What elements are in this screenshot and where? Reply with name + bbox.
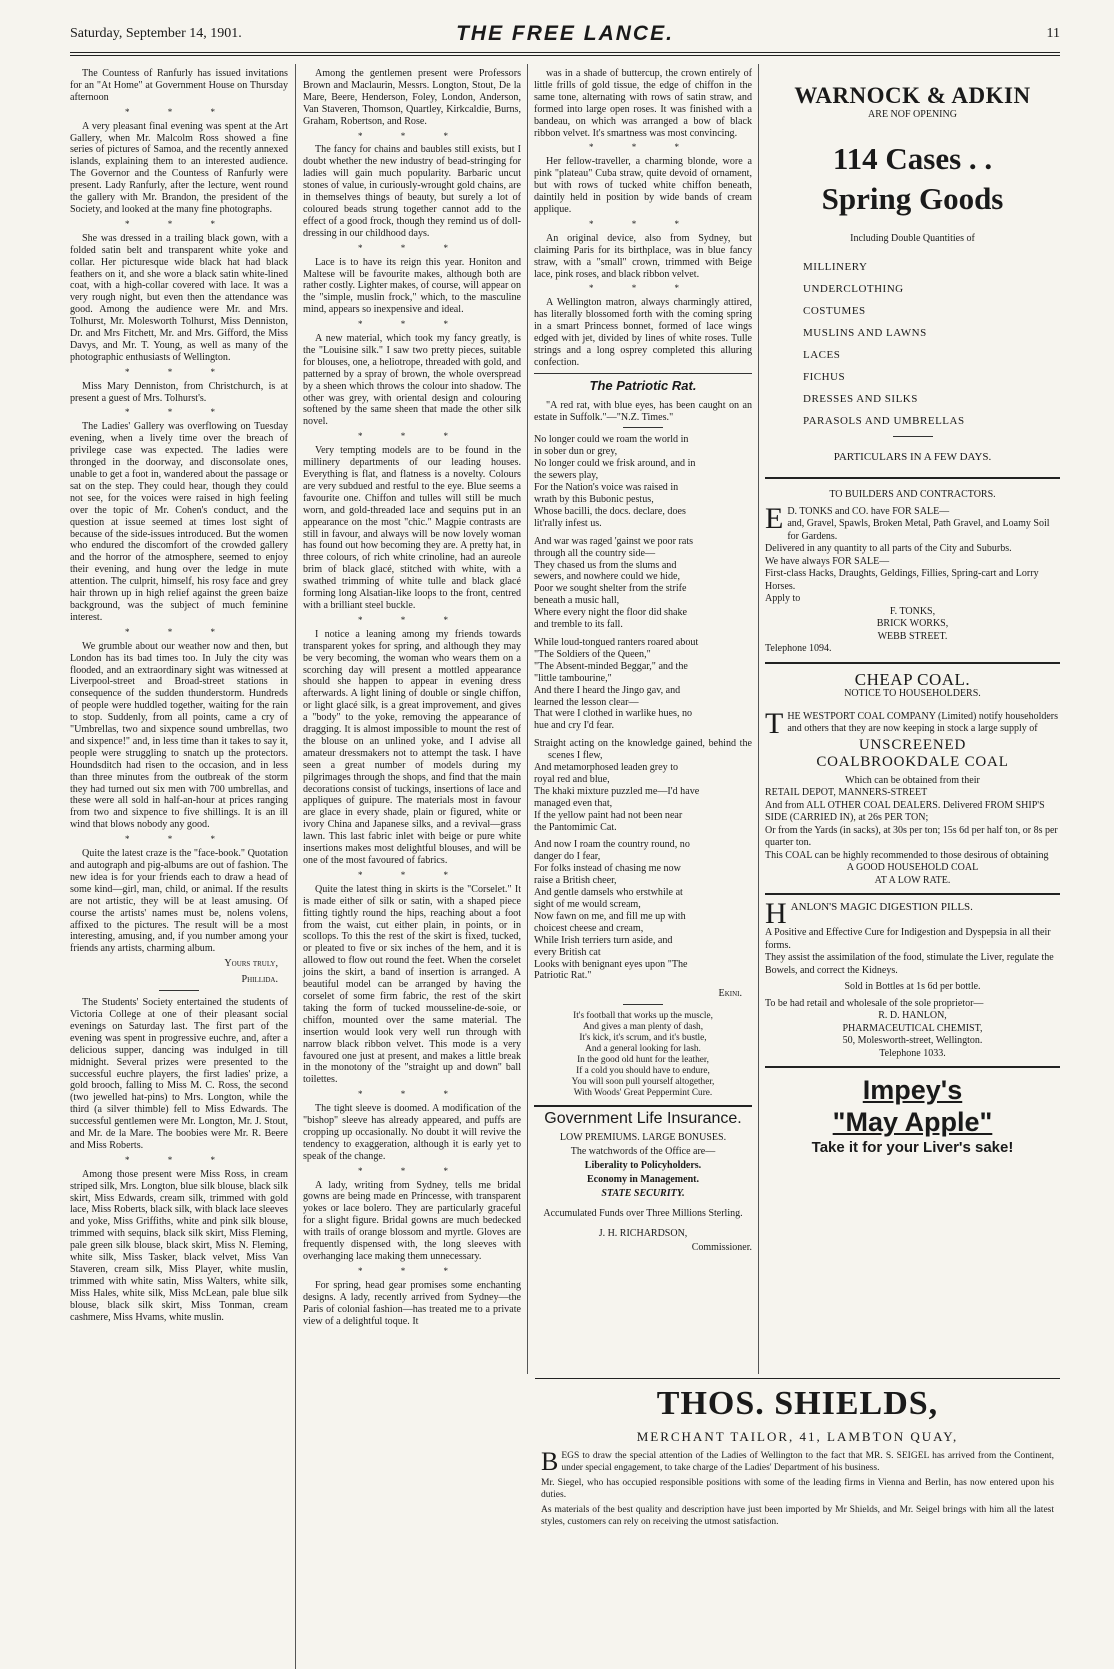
section-rule <box>893 436 933 437</box>
paragraph: Among those present were Miss Ross, in cream striped silk, Mrs. Longton, blue silk blouse, black silk skirt, Miss Edwards, cream silk, trimmed with gold lace, Miss Roberts, black silk, with black lace sleeves and yoke, Miss Griffiths, white and pink silk blouse, trimmed with sequins, black silk skirt, Miss Fleming, pale green silk blouse, black skirt, Miss N. Fleming, white silk, Miss Tasker, black velvet, Miss Van Staveren, cream silk, Miss Player, white muslin, trimmed with white satin, Miss Walters, white silk, Miss Hales, white silk, Miss McLean, pale blue silk blouse, black silk skirt, Miss Tonman, cream cashmere, Miss Hvams, white muslin. <box>70 1168 288 1323</box>
column-divider <box>527 64 528 1374</box>
paragraph: Among the gentlemen present were Professors Brown and Maclaurin, Messrs. Longton, Stout, De la Mare, Beere, Henderson, Foley, London, Anderson, Van Staveren, Thomson, Quartley, Kirkcaldie, Burns, Graham, Robertson, and Rose. <box>303 68 521 127</box>
poem-stanza: While loud-tongued ranters roared about "The Soldiers of the Queen," "The Absent-minded Beggar," and the "little tambourine," And there I heard the Jingo gav, and learned the lesson clear— That were I clothed in warlike hues, no hue and cry I'd fear. <box>534 636 699 732</box>
advertisement-column <box>765 68 1060 1158</box>
page-header <box>70 22 1060 48</box>
header-rule-2 <box>70 55 1060 56</box>
football-verse: It's football that works up the muscle, And gives a man plenty of dash, It's kick, it's scrum, and it's bustle, And a general looking for lash. In the good old hunt for the leather, If a cold you should have to endure, You will soon pull yourself altogether, With Woods' Great Peppermint Cure. <box>571 1011 715 1099</box>
separator-stars: * * * <box>589 283 697 294</box>
separator-stars: * * * <box>358 1165 466 1176</box>
poem-epigraph: "A red rat, with blue eyes, has been caught on an estate in Suffolk."—"N.Z. Times." <box>534 399 752 423</box>
paragraph: A lady, writing from Sydney, tells me bridal gowns are being made en Princesse, with transparent yokes or lace bolero. They are particularly graceful for a slight figure. Bridal gowns are much bedecked with trails of orange blossom and myrtle. Gloves are frequently dispensed with, the long sleeves with overhanging lace making them unnecessary. <box>303 1179 521 1262</box>
list-item: LACES <box>803 348 841 361</box>
tonks-heading: TO BUILDERS AND CONTRACTORS. <box>829 489 996 500</box>
poem-stanza: And now I roam the country round, no danger do I fear, For folks instead of chasing me now raise a British cheer, And gentle damsels who erstwhile at sight of me would scream, Now fawn on me, and fill me up with choicest cheese and cream, While Irish terriers turn aside, and every British cat Looks with benignant eyes upon "The Patriotic Rat." <box>534 839 690 982</box>
ad-rule <box>765 662 1060 664</box>
poem-title: The Patriotic Rat. <box>589 377 697 393</box>
coal-ad: T HE WESTPORT COAL COMPANY (Limited) notify householders and others that they are now keeping in stock a large supply of UNSCREENED COALBROOKDALE COAL Which can be obtained from their RETAIL DEPOT, MANNERS-STREET And from ALL OTHER COAL DEALERS. Delivered FROM SHIP'S SIDE (CARRIED IN), at 26s PER TON; Or from the Yards (in sacks), at 30s per ton; 15s 6d per half ton, or 8s per quarter ton. This COAL can be highly recommended to those desirous of obtaining A GOOD HOUSEHOLD COAL AT A LOW RATE. <box>765 706 1059 886</box>
section-rule <box>623 1004 663 1005</box>
paragraph: The fancy for chains and baubles still exists, but I doubt whether the new industry of bead-stringing for ladies will gain much popularity. Barbaric uncut stones of value, in curiously-wrought gold chains, are in themselves things of beauty, but surely a lot of coloured beads strung together cannot add to the effect of a good frock, though they remind us of doll-dressing in our childhood days. <box>303 144 521 239</box>
column-divider <box>295 64 296 1669</box>
shields-paragraph: Mr. Siegel, who has occupied responsible positions with some of the leading firms in Vienna and Berlin, has now entered upon his duties. <box>541 1478 1054 1500</box>
column-2 <box>303 68 521 1330</box>
column-1 <box>70 68 288 1327</box>
paragraph: For spring, head gear promises some enchanting designs. A lady, recently arrived from Sydney—the Paris of colonial fashion—has treated me to a private view of a delightful toque. It <box>303 1279 521 1327</box>
warnock-sub: ARE NOF OPENING <box>868 108 957 120</box>
ad-rule <box>535 1378 1060 1379</box>
separator-stars: * * * <box>358 242 466 253</box>
separator-stars: * * * <box>358 319 466 330</box>
shields-paragraph: As materials of the best quality and description have just been imported by Mr Shields, and Mr. Seigel brings with him all the latest styles, customers can rely on receiving the utmost satisfaction. <box>541 1505 1054 1527</box>
paragraph: Very tempting models are to be found in the millinery departments of our leading houses. Everything is flat, and flatness is a novelty. Colours are very subdued and restful to the eye. Blue seems a favourite one. Chiffon and tulles will still be much worn, and gold-threaded lace and sequins put in an appearance on the most "chic." Magpie contrasts are still in favour, and always will be now lovely woman has found out how becoming they are. A pretty hat, in three colours, of rich white crinoline, had an aureole brim of black glacé, stitched with white, with a swathed trimming of white tulle and black glacé forming long Alsatian-like loops to the front, centred with a brilliant steel buckle. <box>303 445 521 611</box>
list-item: FICHUS <box>803 370 846 383</box>
warnock-cases: 114 Cases . . <box>832 141 993 176</box>
paragraph: The Students' Society entertained the students of Victoria College at one of their pleasant social evenings on Saturday last. The first part of the evening was spent in progressive euchre, and, after a delicious supper, dancing was indulged in till midnight. Several prizes were presented to the successful euchre players, the first ladies' prize, a gold brooch, falling to Miss M. C. Ross, the second (two jewelled hat-pins) to Mrs. Longton, while the third (a silver thimble) fell to Miss Edwards. The successful gentlemen were Mr. Longton, Mr. J. Stout, and Mr. de la Mare. The boobies were Mr. R. Beere and Miss Roberts. <box>70 997 288 1151</box>
warnock-goods-list <box>803 256 1060 432</box>
column-divider <box>758 64 759 1374</box>
paragraph: Her fellow-traveller, a charming blonde, wore a pink "plateau" Cuba straw, quite devoid of ornament, but with rows of tucked white chiffon beneath, daintily held in position by wide bands of cream applique. <box>534 156 752 215</box>
warnock-adkin-title: WARNOCK & ADKIN <box>794 83 1031 108</box>
paragraph: She was dressed in a trailing black gown, with a folded satin belt and transparent white yoke and collar. Her picturesque wide black hat had black feathers on it, and she wore a black satin white-lined coat, with a high-collar covered with lace. It was a very rough night, but even then the attendance was good. Among the audience were Mr. and Mrs. Tolhurst, Mr. Molesworth Tolhurst, Miss Denniston, Dr. and Mrs Fitchett, Mr. and Mrs. Gifford, the Miss Davys, and Mr. T. Young, as well as many of the photographic enthusiasts of Wellington. <box>70 232 288 363</box>
poem-stanza: No longer could we roam the world in in sober dun or grey, No longer could we frisk around, and in the sewers play, For the Nation's voice was raised in wrath by this Bubonic pestus, Whose bacilli, the docs. declare, does lit'rally infest us. <box>534 434 696 529</box>
issue-date: Saturday, September 14, 1901. <box>70 26 242 41</box>
section-rule <box>623 427 663 428</box>
paragraph: Quite the latest craze is the "face-book." Quotation and autograph and pig-albums are out of fashion. The new idea is for your friends each to draw a head of some kind—girl, man, child, or animal. If the results are not artistic, they will be at least amusing. Of course the artists' names must be, nolens volens, affixed to the pictures. The result will be a most interesting, amusing, and, if you number among your friends any artists, charming album. <box>70 848 288 955</box>
ad-rule <box>765 893 1060 895</box>
masthead-title: THE FREE LANCE. <box>456 22 674 45</box>
drop-cap: T <box>765 706 784 740</box>
separator-stars: * * * <box>358 869 466 880</box>
ad-rule <box>534 1105 752 1107</box>
separator-stars: * * * <box>125 407 233 418</box>
list-item: DRESSES AND SILKS <box>803 392 918 405</box>
separator-stars: * * * <box>358 431 466 442</box>
warnock-spring-goods: Spring Goods <box>821 181 1004 216</box>
list-item: COSTUMES <box>803 304 866 317</box>
impey-ad <box>765 1074 1060 1158</box>
warnock-particulars: PARTICULARS IN A FEW DAYS. <box>833 450 992 463</box>
gov-insurance-ad: LOW PREMIUMS. LARGE BONUSES. The watchwords of the Office are— Liberality to Policyholders. Economy in Management. STATE SECURITY. Accumulated Funds over Three Millions Sterling. J. H. RICHARDSON, Commissioner. <box>543 1132 752 1254</box>
section-rule <box>534 373 752 374</box>
paragraph: A Wellington matron, always charmingly attired, has literally blossomed forth with the coming spring in a smart Princess bonnet, formed of lace wings edged with jet, divided by lines of white roses. Tulle strings and a long osprey completed this alluring confection. <box>534 297 752 368</box>
poem-stanza: And war was raged 'gainst we poor rats through all the country side— They chased us from the slums and sewers, and nowhere could we hide, Poor we sought shelter from the strife beneath a music hall, Where every night the floor did shake and tremble to its fall. <box>534 535 694 631</box>
coal-notice: NOTICE TO HOUSEHOLDERS. <box>844 688 981 699</box>
paragraph: The Countess of Ranfurly has issued invitations for an "At Home" at Government House on Thursday afternoon <box>70 68 288 103</box>
coal-title: CHEAP COAL. <box>854 669 971 689</box>
gov-insurance-title: Government Life Insurance. <box>544 1110 742 1128</box>
paragraph: An original device, also from Sydney, but claiming Paris for its birthplace, was in blue fancy straw, with a "small" crown, trimmed with Beige lace, pink roses, and black ribbon velvet. <box>534 232 752 280</box>
paragraph: Quite the latest thing in skirts is the "Corselet." It is made either of silk or satin, with a shaped piece fitting tightly round the hips, reaching about a foot from the waist, cut either plain, in points, or in scollops. To this the rest of the skirt is fixed, tucked, or pleated to five or six inches of the hem, and it is allowed to flow out round the feet. When the corselet joins the skirt, a band of insertion is arranged. A beautiful model can be arranged by having the corselet of some firm fabric, the rest of the skirt taking the form of tucked mousseline-de-soie, or chiffon, mounted over the same material. The insertion would look very well run through with narrow black ribbon velvet. This mode is a very favoured one just at present, and makes a little break in the monotony of the "straight up and down" ball toilettes. <box>303 883 521 1086</box>
paragraph: The tight sleeve is doomed. A modification of the "bishop" sleeve has already appeared, and puffs are cropping up occasionally. No doubt it will revive the tendency to exaggeration, although it is early yet to speak of the change. <box>303 1103 521 1162</box>
separator-stars: * * * <box>125 1154 233 1165</box>
drop-cap: H <box>765 897 787 930</box>
separator-stars: * * * <box>125 366 233 377</box>
paragraph: I notice a leaning among my friends towards transparent yokes for spring, and although they may be very becoming, the woman who wears them on a scorching day will present a mottled appearance should she happen to appear in evening dress afterwards. A light lining of double or single chiffon, or light glacé silk, is a great improvement, and gives a "body" to the yoke, removing the appearance of dragging. It is almost impossible to mount the rest of the blouse on an unlined yoke, and I advise all amateur dressmakers not to attempt the task. I have seen a great number of models during my pilgrimages through the shops, and find that the main decorations consist of tuckings, insertions of lace and appliques of guipure. The materials most in favour are glace in every shade, plain or figured, white or ivory China and Japanese silks, and a revival—grass lawn. This last fabric inlet with beige or pure white insertions makes most delightful blouses, and will be one of the most favoured of fabrics. <box>303 628 521 866</box>
separator-stars: * * * <box>589 218 697 229</box>
list-item: MUSLINS AND LAWNS <box>803 326 927 339</box>
paragraph: A very pleasant final evening was spent at the Art Gallery, when Mr. Malcolm Ross showed a fine series of pictures of Samoa, and the recently annexed islands, explaining them to an interested audience. The Governor and the Countess of Ranfurly were present. Lady Ranfurly, after the lecture, went round the gallery with Mr. Brandon, the president of the Society, and looked at the many fine photographs. <box>70 120 288 215</box>
poem-author: Ekini. <box>718 988 742 1000</box>
ad-rule <box>765 477 1060 479</box>
section-rule <box>159 990 199 991</box>
page-number: 11 <box>1046 26 1060 41</box>
ad-rule <box>765 1066 1060 1068</box>
column-3 <box>534 68 752 1255</box>
drop-cap: E <box>765 501 784 535</box>
separator-stars: * * * <box>358 614 466 625</box>
separator-stars: * * * <box>125 626 233 637</box>
impey-may-apple: "May Apple" <box>832 1107 993 1137</box>
paragraph: A new material, which took my fancy greatly, is the "Louisine silk." I saw two pretty pieces, suitable for blouses, one, a heliotrope, threaded with gold, and patterned by a spray of brown, the whole overspread by a sheen which throws the colour into shadow. The other was grey, with oriental design and colouring softened by the same sheen that made the other silk novel. <box>303 333 521 428</box>
header-rule <box>70 52 1060 53</box>
list-item: PARASOLS AND UMBRELLAS <box>803 414 965 427</box>
list-item: UNDERCLOTHING <box>803 282 904 295</box>
shields-paragraph: BEGS to draw the special attention of the Ladies of Wellington to the fact that MR. S. SEIGEL has arrived from the Continent, under special engagement, to take charge of the Ladies' Department of his business. <box>541 1447 1054 1476</box>
list-item: MILLINERY <box>803 260 868 273</box>
warnock-including: Including Double Quantities of <box>850 233 975 244</box>
separator-stars: * * * <box>358 130 466 141</box>
shields-sub: MERCHANT TAILOR, 41, LAMBTON QUAY, <box>636 1429 959 1444</box>
separator-stars: * * * <box>125 106 233 117</box>
shields-name: THOS. SHIELDS, <box>656 1385 939 1422</box>
separator-stars: * * * <box>125 218 233 229</box>
separator-stars: * * * <box>589 142 697 153</box>
impey-name: Impey's <box>862 1075 963 1105</box>
paragraph: was in a shade of buttercup, the crown entirely of little frills of gold tissue, the edge of chiffon in the same tone, alternating with rows of satin straw, and formed into large open roses. It was finished with a bandeau, on which was arranged a bow of black ribbon velvet. It's smartness was most convincing. <box>534 68 752 139</box>
signoff-yours: Yours truly, <box>224 958 278 970</box>
separator-stars: * * * <box>358 1089 466 1100</box>
impey-slogan: Take it for your Liver's sake! <box>811 1139 1014 1156</box>
paragraph: We grumble about our weather now and then, but London has its bad times too. In July the city was flooded, and an extraordinary sight was witnessed at Liverpool-street and Broad-street stations in consequence of the sudden thunderstorm. Hundreds of people were huddled together, waiting for the rain to stop. Suddenly, from all points, came a cry of "Umbrellas, two and sixpence sound umbrellas, two and sixpence!" and, in less time than it takes to say it, people were struggling to snatch up the protectors. Houndsditch had risen to the occasion, and in less than three minutes from the outbreak of the storm they had turned out six men with 700 umbrellas, and these were all sold in half-an-hour at prices ranging from two and sixpence to five shillings. It is an ill wind that blows nobody any good. <box>70 640 288 831</box>
separator-stars: * * * <box>125 834 233 845</box>
tonks-ad: E D. TONKS and CO. have FOR SALE— and, Gravel, Spawls, Broken Metal, Path Gravel, and Loamy Soil for Gardens. Delivered in any quantity to all parts of the City and Suburbs. We have always FOR SALE— First-class Hacks, Draughts, Geldings, Fillies, Spring-cart and Lorry Horses. Apply to F. TONKS, BRICK WORKS, WEBB STREET. Telephone 1094. <box>765 501 1050 654</box>
paragraph: The Ladies' Gallery was overflowing on Tuesday evening, when a lively time over the breach of privilege case was expected. The ladies were thronged in the doorway, and disconsolate ones, unable to get a foot in, wandered about the passage or sat on the step. They could hear, though they could not see, for the voices were raised in high feeling over the topic of Mr. Cohen's conduct, and the question at issue seemed at times lost sight of because of the side-issues introduced. But the women who endured the discomfort of the crowded gallery and the horror of the atmosphere, seemed to enjoy their evening, and hung over the ledge in mute attention. The culprit, himself, his rosy face and grey hair thrown up in high relief against the green baize background, was the subject of much feminine interest. <box>70 421 288 623</box>
hanlon-ad: H ANLON'S MAGIC DIGESTION PILLS. A Positive and Effective Cure for Indigestion and Dyspepsia in all their forms. They assist the assimilation of the food, stimulate the Liver, regulate the Bowels, and correct the Kidneys. Sold in Bottles at 1s 6d per bottle. To be had retail and wholesale of the sole proprietor— R. D. HANLON, PHARMACEUTICAL CHEMIST, 50, Molesworth-street, Wellington. Telephone 1033. <box>765 897 1054 1059</box>
signoff-name: Phillida. <box>241 974 278 986</box>
paragraph: Miss Mary Denniston, from Christchurch, is at present a guest of Mrs. Tolhurst's. <box>70 380 288 404</box>
shields-ad <box>535 1385 1060 1532</box>
poem-stanza: Straight acting on the knowledge gained, behind the scenes I flew, And metamorphosed leaden grey to royal red and blue, The khaki mixture puzzled me—I'd have managed even that, If the yellow paint had not been near the Pantomimic Cat. <box>534 738 752 833</box>
separator-stars: * * * <box>358 1265 466 1276</box>
paragraph: Lace is to have its reign this year. Honiton and Maltese will be favourite makes, although both are rather costly. Lighter makes, of course, will appear on the "simple, muslin frock," which, to the masculine mind, appears so inexpensive and ideal. <box>303 256 521 316</box>
